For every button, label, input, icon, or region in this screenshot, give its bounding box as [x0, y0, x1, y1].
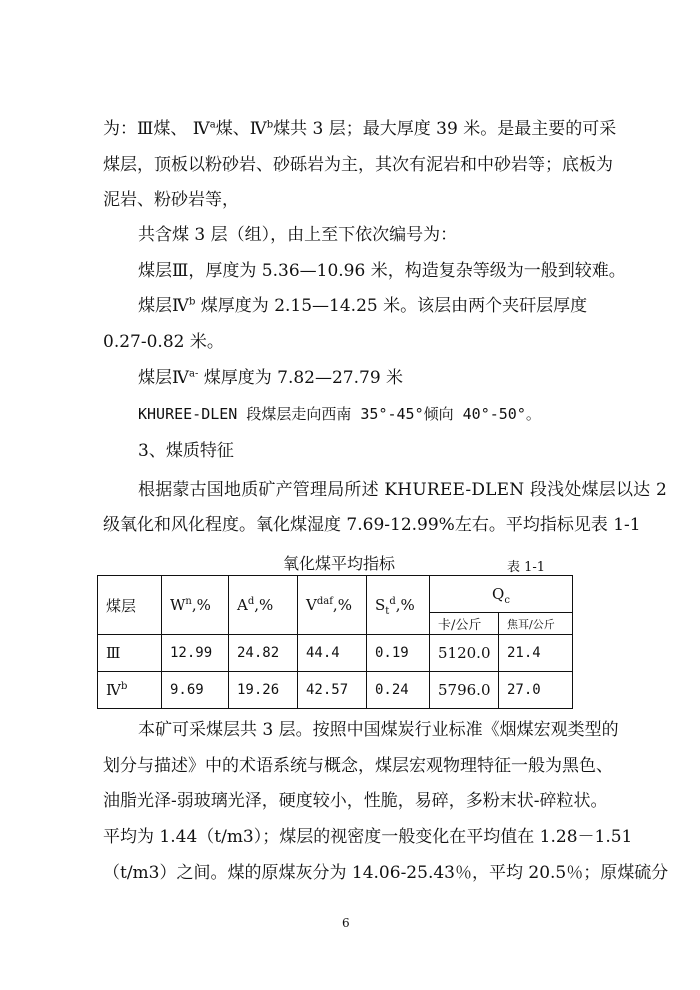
text-line: 煤层Ⅲ，厚度为 5.36—10.96 米，构造复杂等级为一般到较难。 [138, 261, 626, 281]
text-line: 煤层Ⅳ$^b$ 煤厚度为 2.15—14.25 米。该层由两个夹矸层厚度 [138, 296, 588, 316]
cell-seam: Ⅳ$^b$ [98, 672, 162, 709]
cell-moisture: 12.99 [162, 635, 229, 672]
cell-kj: 27.0 [499, 672, 573, 709]
text-line: 煤层，顶板以粉砂岩、砂砾岩为主，其次有泥岩和中砂岩等；底板为 [103, 155, 613, 175]
text-line: 0.27-0.82 米。 [103, 332, 224, 352]
header-sulfur: $S_t^d,\%$ [367, 576, 430, 635]
table-caption: 氧化煤平均指标 [283, 554, 396, 573]
header-ash: $A^d,\%$ [229, 576, 298, 635]
cell-ash: 24.82 [229, 635, 298, 672]
text-line: KHUREE-DLEN 段煤层走向西南 35°-45°倾向 40°-50°。 [138, 405, 541, 423]
cell-moisture: 9.69 [162, 672, 229, 709]
cell-ash: 19.26 [229, 672, 298, 709]
text-line: 为：Ⅲ煤、 Ⅳ$^a$煤、Ⅳ$^b$煤共 3 层；最大厚度 39 米。是最主要的可采 [103, 119, 617, 139]
cell-volatile: 42.57 [298, 672, 367, 709]
coal-quality-table [97, 575, 573, 709]
cell-sulfur: 0.19 [367, 635, 430, 672]
table-row [98, 672, 573, 709]
page-number: 6 [342, 916, 350, 930]
text-line: 泥岩、粉砂岩等， [103, 190, 239, 210]
cell-volatile: 44.4 [298, 635, 367, 672]
header-seam: 煤层 [98, 576, 162, 635]
text-line: 平均为 1.44（t/m3）；煤层的视密度一般变化在平均值在 1.28－1.51 [103, 827, 633, 847]
text-line: 根据蒙古国地质矿产管理局所述 KHUREE-DLEN 段浅处煤层以达 2 [138, 480, 667, 500]
table-number: 表 1-1 [507, 560, 546, 575]
header-volatile: $V^{daf},\%$ [298, 576, 367, 635]
header-moisture: $W^n,\%$ [162, 576, 229, 635]
cell-kj: 21.4 [499, 635, 573, 672]
cell-kcal: 5120.0 [430, 635, 499, 672]
table-header-row [98, 576, 573, 613]
table-row [98, 635, 573, 672]
header-kj: 焦耳/公斤 [499, 613, 573, 635]
header-kcal: 卡/公斤 [430, 613, 499, 635]
text-line: 煤层Ⅳ$^{a-}$ 煤厚度为 7.82—27.79 米 [138, 368, 404, 388]
cell-seam: Ⅲ [98, 635, 162, 672]
text-line: 划分与描述》中的术语系统与概念，煤层宏观物理特征一般为黑色、 [103, 756, 613, 776]
text-line: 共含煤 3 层（组），由上至下依次编号为： [138, 225, 458, 245]
header-calorific: $Q_c$ [430, 576, 573, 613]
cell-kcal: 5796.0 [430, 672, 499, 709]
text-line: 本矿可采煤层共 3 层。按照中国煤炭行业标准《烟煤宏观类型的 [138, 720, 619, 740]
cell-sulfur: 0.24 [367, 672, 430, 709]
text-line: 油脂光泽-弱玻璃光泽，硬度较小，性脆，易碎，多粉末状-碎粒状。 [103, 791, 608, 811]
text-line: 级氧化和风化程度。氧化煤湿度 7.69-12.99%左右。平均指标见表 1-1 [103, 515, 641, 535]
section-heading: 3、煤质特征 [138, 441, 234, 461]
text-line: （t/m3）之间。煤的原煤灰分为 14.06-25.43％，平均 20.5％；原煤硫分 [103, 863, 669, 883]
